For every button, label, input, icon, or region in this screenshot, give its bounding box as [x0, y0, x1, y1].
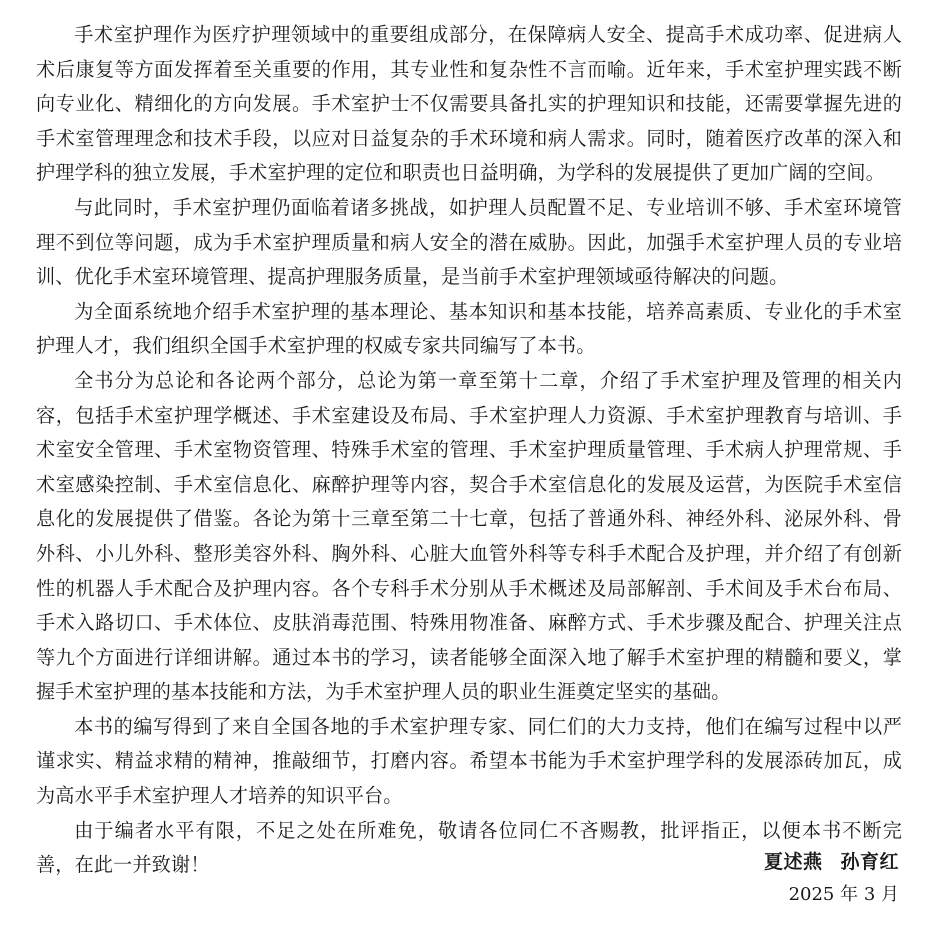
- paragraph: 由于编者水平有限，不足之处在所难免，敬请各位同仁不吝赐教，批评指正，以便本书不断完善，在此一并致谢！: [36, 818, 902, 877]
- author-signature: [764, 847, 899, 877]
- signature-date: 2025 年 3 月: [788, 884, 899, 905]
- preface-body: [36, 18, 902, 883]
- paragraph: 本书的编写得到了来自全国各地的手术室护理专家、同仁们的大力支持，他们在编写过程中以严谨求实、精益求精的精神，推敲细节，打磨内容。希望本书能为手术室护理学科的发展添砖加瓦，成为高水平手术室护理人才培养的知识平台。: [36, 714, 902, 808]
- paragraph: 手术室护理作为医疗护理领域中的重要组成部分，在保障病人安全、提高手术成功率、促进病人术后康复等方面发挥着至关重要的作用，其专业性和复杂性不言而喻。近年来，手术室护理实践不断向专业化、精细化的方向发展。手术室护士不仅需要具备扎实的护理知识和技能，还需要掌握先进的手术室管理理念和技术手段，以应对日益复杂的手术环境和病人需求。同时，随着医疗改革的深入和护理学科的独立发展，手术室护理的定位和职责也日益明确，为学科的发展提供了更加广阔的空间。: [36, 23, 902, 185]
- paragraph: 为全面系统地介绍手术室护理的基本理论、基本知识和基本技能，培养高素质、专业化的手术室护理人才，我们组织全国手术室护理的权威专家共同编写了本书。: [36, 299, 902, 358]
- paragraph: 与此同时，手术室护理仍面临着诸多挑战，如护理人员配置不足、专业培训不够、手术室环境管理不到位等问题，成为手术室护理质量和病人安全的潜在威胁。因此，加强手术室护理人员的专业培训、优化手术室环境管理、提高护理服务质量，是当前手术室护理领域亟待解决的问题。: [36, 195, 902, 289]
- paragraph: 全书分为总论和各论两个部分，总论为第一章至第十二章，介绍了手术室护理及管理的相关内容，包括手术室护理学概述、手术室建设及布局、手术室护理人力资源、手术室护理教育与培训、手术室安全管理、手术室物资管理、特殊手术室的管理、手术室护理质量管理、手术病人护理常规、手术室感染控制、手术室信息化、麻醉护理等内容，契合手术室信息化的发展及运营，为医院手术室信息化的发展提供了借鉴。各论为第十三章至第二十七章，包括了普通外科、神经外科、泌尿外科、骨外科、小儿外科、整形美容外科、胸外科、心脏大血管外科等专科手术配合及护理，并介绍了有创新性的机器人手术配合及护理内容。各个专科手术分别从手术概述及局部解剖、手术间及手术台布局、手术入路切口、手术体位、皮肤消毒范围、特殊用物准备、麻醉方式、手术步骤及配合、护理关注点等九个方面进行详细讲解。通过本书的学习，读者能够全面深入地了解手术室护理的精髓和要义，掌握手术室护理的基本技能和方法，为手术室护理人员的职业生涯奠定坚实的基础。: [36, 368, 902, 704]
- author-name: 夏述燕: [763, 851, 823, 873]
- author-name: 孙育红: [840, 851, 899, 873]
- signature-block: [764, 847, 899, 909]
